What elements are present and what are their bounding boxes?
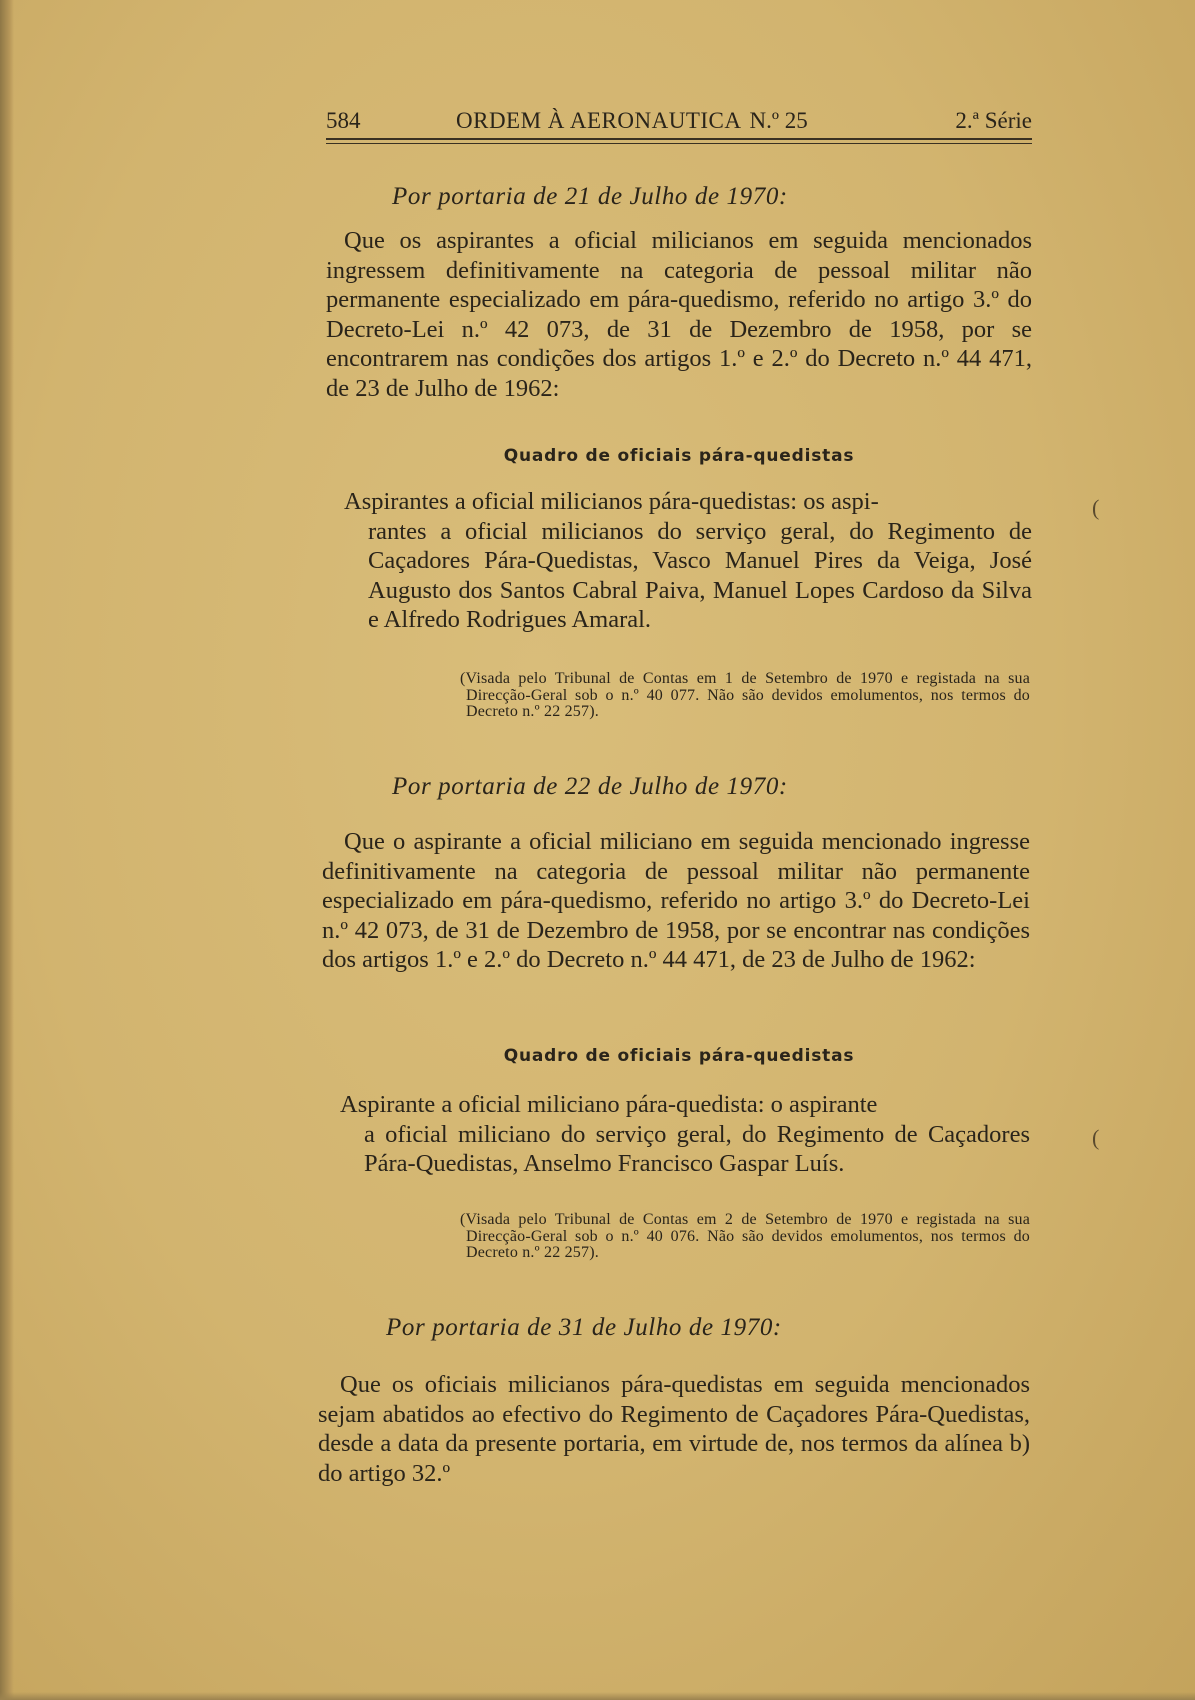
portaria-heading-2: Por portaria de 22 de Julho de 1970: xyxy=(392,773,788,800)
quadro-heading-1: Quadro de oficiais pára-quedistas xyxy=(503,446,855,466)
visada-note-1: (Visada pelo Tribunal de Contas em 1 de Setembro de 1970 e registada na sua Direcção-Geral sob o n.º 40 077. Não são devidos emolumentos, nos termos do Decreto n.º 22 257). xyxy=(460,670,1030,720)
entry-continuation: a oficial miliciano do serviço geral, do Regimento de Caçadores Pára-Quedistas, Anselmo Francisco Gaspar Luís. xyxy=(364,1120,1030,1177)
margin-mark: ( xyxy=(1092,1125,1100,1150)
visada-note-2: (Visada pelo Tribunal de Contas em 2 de Setembro de 1970 e registada na sua Direcção-Geral sob o n.º 40 076. Não são devidos emolumentos, nos termos do Decreto n.º 22 257). xyxy=(460,1211,1030,1261)
header-rule xyxy=(326,143,1032,144)
portaria-heading-3: Por portaria de 31 de Julho de 1970: xyxy=(386,1314,782,1341)
page-number: 584 xyxy=(326,108,361,133)
page-header xyxy=(326,108,1032,140)
portaria-body-1: Que os aspirantes a oficial milicianos em seguida mencionados ingressem definitivamente na categoria de pessoal militar não permanente especializado em pára-quedismo, referido no artigo 3.º do Decreto-Lei n.º 42 073, de 31 de Dezembro de 1958, por se encontrarem nas condições dos artigos 1.º e 2.º do Decreto n.º 44 471, de 23 de Julho de 1962: xyxy=(326,227,1032,402)
page-bottom-edge xyxy=(0,1692,1195,1700)
publication-title: ORDEM À AERONAUTICA xyxy=(456,108,742,133)
page-edge-shadow xyxy=(0,0,14,1700)
appointment-entry-1 xyxy=(344,487,1032,635)
appointment-entry-2 xyxy=(340,1090,1030,1179)
entry-lead-line: Aspirantes a oficial milicianos pára-quedistas: os aspi- xyxy=(344,488,879,515)
quadro-heading-2: Quadro de oficiais pára-quedistas xyxy=(503,1046,855,1066)
portaria-body-3: Que os oficiais milicianos pára-quedistas em seguida mencionados sejam abatidos ao efectivo do Regimento de Caçadores Pára-Quedistas, desde a data da presente portaria, em virtude de, nos termos da alínea b) do artigo 32.º xyxy=(318,1371,1030,1487)
margin-mark: ( xyxy=(1092,495,1100,520)
entry-lead-line: Aspirante a oficial miliciano pára-quedista: o aspirante xyxy=(340,1091,878,1118)
entry-continuation: rantes a oficial milicianos do serviço geral, do Regimento de Caçadores Pára-Quedistas, Vasco Manuel Pires da Veiga, José Augusto dos Santos Cabral Paiva, Manuel Lopes Cardoso da Silva e Alfredo Rodrigues Amaral. xyxy=(368,517,1032,633)
portaria-body-2: Que o aspirante a oficial miliciano em seguida mencionado ingresse definitivamente na categoria de pessoal militar não permanente especializado em pára-quedismo, referido no artigo 3.º do Decreto-Lei n.º 42 073, de 31 de Dezembro de 1958, por se encontrar nas condições dos artigos 1.º e 2.º do Decreto n.º 44 471, de 23 de Julho de 1962: xyxy=(322,828,1030,973)
portaria-heading-1: Por portaria de 21 de Julho de 1970: xyxy=(392,183,788,210)
issue-number: N.º 25 xyxy=(749,108,808,133)
series-label: 2.ª Série xyxy=(955,108,1032,133)
